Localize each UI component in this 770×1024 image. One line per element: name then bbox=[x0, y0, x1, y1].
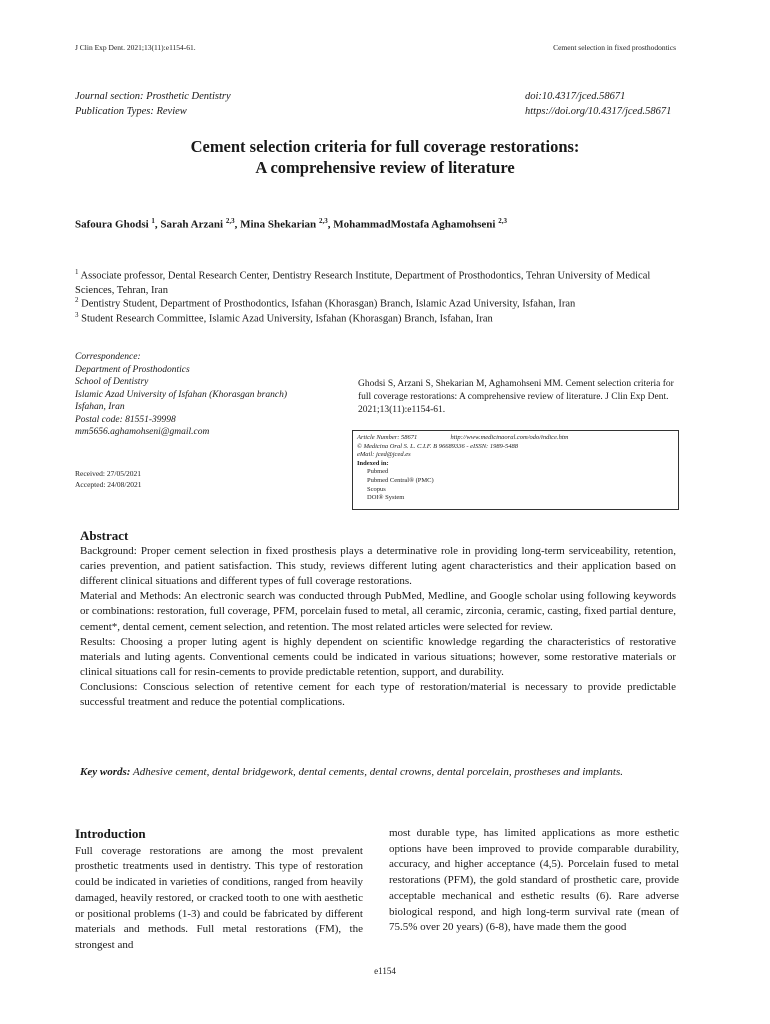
doi-block bbox=[525, 89, 671, 119]
running-header-left: J Clin Exp Dent. 2021;13(11):e1154-61. bbox=[75, 43, 196, 52]
abstract-results: Results: Choosing a proper luting agent is highly dependent on scientific knowledge regarding the characteristics of restorative materials and luting agents. Conventional cements could be indicated in various situations; however, some restorative materials or clinical situations call for resin-cements to provide predictable retention, support, and durability. bbox=[80, 635, 676, 678]
affiliation-text: Student Research Committee, Islamic Azad University, Isfahan (Khorasgan) Branch, Isfahan, Iran bbox=[81, 313, 493, 325]
introduction-heading: Introduction bbox=[75, 826, 146, 841]
keywords-label: Key words: bbox=[80, 766, 131, 778]
author-separator: , bbox=[154, 218, 161, 231]
correspondence-email[interactable]: mm5656.aghamohseni@gmail.com bbox=[75, 427, 210, 437]
correspondence-label: Correspondence: bbox=[75, 352, 141, 362]
indexed-item: DOI® System bbox=[367, 494, 405, 502]
correspondence-line: Isfahan, Iran bbox=[75, 402, 125, 412]
journal-email[interactable]: eMail: jced@jced.es bbox=[357, 451, 411, 459]
journal-url[interactable]: http://www.medicinaoral.com/odo/indice.htm bbox=[450, 434, 569, 441]
copyright: © Medicina Oral S. L. C.I.F. B 96689336 - eISSN: 1989-5488 bbox=[357, 442, 518, 450]
author-separator: , bbox=[327, 218, 334, 231]
introduction-right-column bbox=[389, 826, 679, 936]
publication-type: Publication Types: Review bbox=[75, 106, 187, 117]
affiliation-text: Dentistry Student, Department of Prosthodontics, Isfahan (Khorasgan) Branch, Islamic Azad University, Isfahan, Iran bbox=[81, 298, 576, 310]
affiliation-3 bbox=[75, 308, 685, 327]
correspondence-line: School of Dentistry bbox=[75, 377, 149, 387]
doi-link[interactable]: https://doi.org/10.4317/jced.58671 bbox=[525, 106, 672, 117]
article-number-row bbox=[357, 434, 674, 443]
author-name: Mina Shekarian bbox=[240, 218, 317, 231]
author-separator: , bbox=[234, 218, 241, 231]
abstract-background: Background: Proper cement selection in fixed prosthesis plays a determinative role in providing long-term serviceability, retention, caries prevention, and patient satisfaction. This study, reviews different luting agent characteristics and their application based on different clinical situations and different types of full coverage restorations. bbox=[80, 545, 676, 588]
introduction-paragraph: Full coverage restorations are among the most prevalent prosthetic treatments used in dentistry. This type of restoration could be indicated in varieties of conditions, ranged from heavily damaged, heavily restored, or cracked tooth to one with aesthetic or positional problems (1-3) and could be fabricated by different materials and methods. Full metal restorations (FM), the strongest and bbox=[75, 844, 363, 951]
introduction-paragraph-continued: most durable type, has limited applications as more esthetic options have been improved to provide comparable durability, accuracy, and higher acceptance (4,5). Porcelain fused to metal restorations (PFM), the gold standard of prosthetic care, provide acceptable mechanical and esthetic results (6). Rare adverse biological respond, and high long-term survival rate (mean of 75.5% over 20 years) (6-8), have made them the good bbox=[389, 827, 679, 934]
journal-meta bbox=[75, 89, 231, 119]
abstract-heading: Abstract bbox=[80, 528, 129, 543]
journal-section: Journal section: Prosthetic Dentistry bbox=[75, 91, 231, 102]
keywords bbox=[80, 765, 676, 781]
author-name: Sarah Arzani bbox=[160, 218, 224, 231]
affiliation-text: Associate professor, Dental Research Center, Dentistry Research Institute, Department of Prosthodontics, Tehran University of Medical Sciences, Tehran, Iran bbox=[75, 270, 651, 296]
correspondence-line: Department of Prosthodontics bbox=[75, 364, 190, 375]
abstract-section bbox=[80, 528, 676, 710]
author-name: MohammadMostafa Aghamohseni bbox=[333, 218, 496, 231]
indexed-label: Indexed in: bbox=[357, 459, 389, 467]
page-number: e1154 bbox=[374, 966, 396, 976]
author-affiliation-ref: 2,3 bbox=[498, 217, 507, 225]
doi: doi:10.4317/jced.58671 bbox=[525, 91, 626, 102]
dates-block bbox=[75, 468, 141, 490]
article-info-box bbox=[352, 430, 679, 510]
received-date: Received: 27/05/2021 bbox=[75, 469, 142, 478]
indexed-item: Pubmed Central® (PMC) bbox=[367, 476, 434, 484]
indexed-item: Scopus bbox=[367, 485, 386, 493]
introduction-left-column bbox=[75, 826, 363, 954]
author-name: Safoura Ghodsi bbox=[75, 218, 149, 231]
indexed-item: Pubmed bbox=[367, 468, 389, 476]
article-number: Article Number: 58671 bbox=[357, 434, 418, 441]
title-line-1: Cement selection criteria for full coverage restorations: bbox=[190, 137, 580, 156]
accepted-date: Accepted: 24/08/2021 bbox=[75, 480, 142, 489]
author-list bbox=[75, 217, 507, 231]
keywords-text: Adhesive cement, dental bridgework, dental cements, dental crowns, dental porcelain, prostheses and implants. bbox=[130, 766, 623, 778]
author-affiliation-ref: 2,3 bbox=[318, 217, 328, 225]
abstract-methods: Material and Methods: An electronic search was conducted through PubMed, Medline, and Google scholar using following keywords or combinations: restoration, full coverage, PFM, porcelain fused to metal, all ceramic, zirconia, ceramic, casting, fixed partial denture, cement*, dental cement, cement selection, and retention. The most related articles were selected for review. bbox=[80, 590, 676, 633]
author-affiliation-ref: 1 bbox=[151, 217, 155, 225]
abstract-conclusions: Conclusions: Conscious selection of retentive cement for each type of restoration/material is necessary to provide predictable successful treatment and reduce the potential complications. bbox=[80, 680, 676, 709]
running-header-right: Cement selection in fixed prosthodontics bbox=[553, 43, 676, 52]
title-line-2: A comprehensive review of literature bbox=[255, 158, 515, 177]
correspondence-block bbox=[75, 351, 287, 439]
affiliation-number: 1 bbox=[75, 268, 79, 276]
citation: Ghodsi S, Arzani S, Shekarian M, Aghamohseni MM. Cement selection criteria for full coverage restorations: A comprehensive review of literature. J Clin Exp Dent. 2021;13(11):e1154-61. bbox=[358, 379, 674, 415]
article-title bbox=[0, 136, 770, 178]
correspondence-line: Islamic Azad University of Isfahan (Khorasgan branch) bbox=[75, 389, 287, 400]
affiliation-number: 2 bbox=[75, 296, 79, 304]
correspondence-line: Postal code: 81551-39998 bbox=[75, 414, 176, 425]
author-affiliation-ref: 2,3 bbox=[225, 217, 235, 225]
affiliation-number: 3 bbox=[75, 311, 79, 319]
